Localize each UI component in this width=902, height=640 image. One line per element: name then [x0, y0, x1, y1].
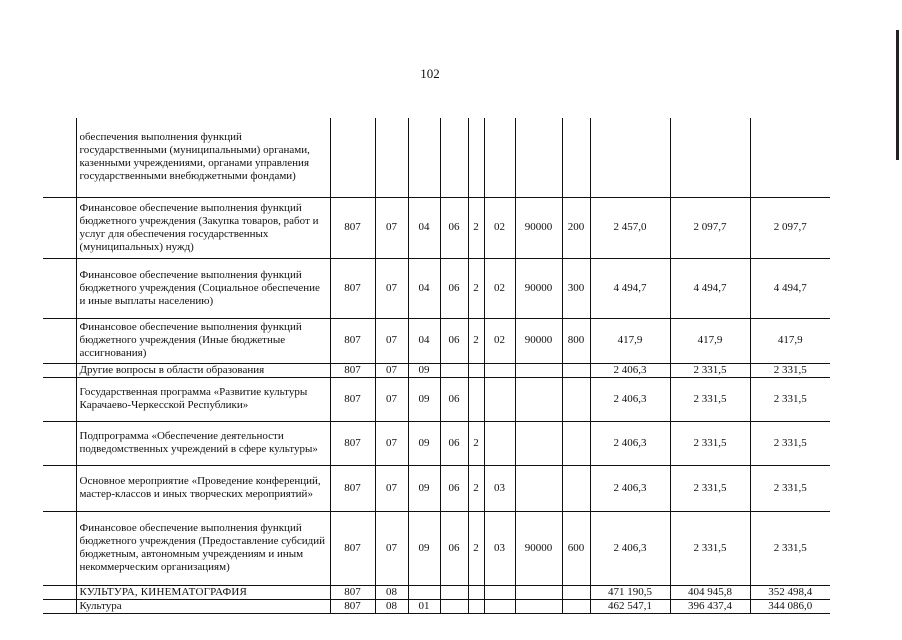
- row-name: Культура: [76, 599, 330, 613]
- subsection-code: [408, 118, 440, 197]
- amount-year-1: 2 406,3: [590, 421, 670, 465]
- row-margin-cell: [43, 421, 76, 465]
- subsection-code: 04: [408, 197, 440, 258]
- expense-type-code: 200: [562, 197, 590, 258]
- row-margin-cell: [43, 197, 76, 258]
- subsection-code: 04: [408, 318, 440, 363]
- table-row: [43, 511, 830, 585]
- table-row: [43, 318, 830, 363]
- admin-code: 807: [330, 197, 375, 258]
- amount-year-3: 344 086,0: [750, 599, 830, 613]
- section-code: 07: [375, 511, 408, 585]
- amount-year-3: [750, 118, 830, 197]
- program-code: 06: [440, 318, 468, 363]
- amount-year-3: 2 331,5: [750, 511, 830, 585]
- row-name: Государственная программа «Развитие культуры Карачаево-Черкесской Республики»: [76, 377, 330, 421]
- amount-year-2: 2 331,5: [670, 363, 750, 377]
- amount-year-1: 471 190,5: [590, 585, 670, 599]
- direction-code: [515, 363, 562, 377]
- direction-code: [515, 377, 562, 421]
- admin-code: 807: [330, 258, 375, 318]
- page-edge-mark: [896, 30, 899, 160]
- amount-year-2: 2 097,7: [670, 197, 750, 258]
- subprogram-code: 2: [468, 421, 484, 465]
- expense-type-code: [562, 421, 590, 465]
- amount-year-2: 4 494,7: [670, 258, 750, 318]
- amount-year-1: 2 457,0: [590, 197, 670, 258]
- admin-code: 807: [330, 318, 375, 363]
- program-code: [440, 585, 468, 599]
- admin-code: 807: [330, 465, 375, 511]
- amount-year-2: 2 331,5: [670, 465, 750, 511]
- table-row: [43, 377, 830, 421]
- amount-year-2: 2 331,5: [670, 377, 750, 421]
- expense-type-code: [562, 585, 590, 599]
- row-name: КУЛЬТУРА, КИНЕМАТОГРАФИЯ: [76, 585, 330, 599]
- amount-year-3: 352 498,4: [750, 585, 830, 599]
- row-margin-cell: [43, 258, 76, 318]
- event-code: 03: [484, 511, 515, 585]
- row-name: Финансовое обеспечение выполнения функций бюджетного учреждения (Социальное обеспечение и иные выплаты населению): [76, 258, 330, 318]
- page-number: 102: [420, 66, 440, 81]
- direction-code: 90000: [515, 258, 562, 318]
- subprogram-code: [468, 377, 484, 421]
- event-code: 03: [484, 465, 515, 511]
- direction-code: 90000: [515, 511, 562, 585]
- admin-code: 807: [330, 585, 375, 599]
- admin-code: 807: [330, 599, 375, 613]
- row-name: Другие вопросы в области образования: [76, 363, 330, 377]
- section-code: 07: [375, 421, 408, 465]
- amount-year-2: [670, 118, 750, 197]
- budget-table: [43, 118, 830, 614]
- admin-code: [330, 118, 375, 197]
- section-code: [375, 118, 408, 197]
- event-code: 02: [484, 318, 515, 363]
- expense-type-code: [562, 599, 590, 613]
- event-code: [484, 421, 515, 465]
- subprogram-code: 2: [468, 465, 484, 511]
- section-code: 07: [375, 197, 408, 258]
- row-margin-cell: [43, 599, 76, 613]
- direction-code: [515, 118, 562, 197]
- subsection-code: 09: [408, 363, 440, 377]
- row-name: Финансовое обеспечение выполнения функций бюджетного учреждения (Иные бюджетные ассигнования): [76, 318, 330, 363]
- amount-year-1: 462 547,1: [590, 599, 670, 613]
- amount-year-1: 2 406,3: [590, 511, 670, 585]
- table-row: [43, 421, 830, 465]
- section-code: 07: [375, 363, 408, 377]
- row-margin-cell: [43, 465, 76, 511]
- table-row: [43, 585, 830, 599]
- amount-year-2: 2 331,5: [670, 511, 750, 585]
- direction-code: [515, 599, 562, 613]
- direction-code: [515, 585, 562, 599]
- section-code: 07: [375, 377, 408, 421]
- amount-year-1: 4 494,7: [590, 258, 670, 318]
- subsection-code: [408, 585, 440, 599]
- admin-code: 807: [330, 511, 375, 585]
- event-code: [484, 363, 515, 377]
- program-code: [440, 118, 468, 197]
- program-code: 06: [440, 465, 468, 511]
- row-margin-cell: [43, 318, 76, 363]
- table-row: [43, 118, 830, 197]
- amount-year-3: 2 331,5: [750, 377, 830, 421]
- row-name: Основное мероприятие «Проведение конференций, мастер-классов и иных творческих мероприятий»: [76, 465, 330, 511]
- subprogram-code: [468, 599, 484, 613]
- section-code: 07: [375, 465, 408, 511]
- expense-type-code: 600: [562, 511, 590, 585]
- amount-year-3: 2 331,5: [750, 421, 830, 465]
- event-code: [484, 585, 515, 599]
- table-row: [43, 197, 830, 258]
- row-name: Подпрограмма «Обеспечение деятельности подведомственных учреждений в сфере культуры»: [76, 421, 330, 465]
- program-code: 06: [440, 421, 468, 465]
- event-code: 02: [484, 258, 515, 318]
- table-row: [43, 363, 830, 377]
- subprogram-code: 2: [468, 511, 484, 585]
- program-code: 06: [440, 377, 468, 421]
- program-code: [440, 599, 468, 613]
- expense-type-code: [562, 377, 590, 421]
- subsection-code: 04: [408, 258, 440, 318]
- subsection-code: 09: [408, 465, 440, 511]
- expense-type-code: [562, 118, 590, 197]
- row-name: обеспечения выполнения функций государственными (муниципальными) органами, казенными учреждениями, органами управления государственными внебюджетными фондами): [76, 118, 330, 197]
- amount-year-1: 2 406,3: [590, 377, 670, 421]
- amount-year-3: 417,9: [750, 318, 830, 363]
- row-margin-cell: [43, 118, 76, 197]
- event-code: [484, 118, 515, 197]
- subprogram-code: [468, 363, 484, 377]
- amount-year-1: 417,9: [590, 318, 670, 363]
- row-margin-cell: [43, 585, 76, 599]
- amount-year-3: 2 331,5: [750, 363, 830, 377]
- row-name: Финансовое обеспечение выполнения функций бюджетного учреждения (Закупка товаров, работ и услуг для обеспечения государственных (муниципальных) нужд): [76, 197, 330, 258]
- amount-year-2: 396 437,4: [670, 599, 750, 613]
- program-code: 06: [440, 197, 468, 258]
- amount-year-1: 2 406,3: [590, 465, 670, 511]
- amount-year-2: 404 945,8: [670, 585, 750, 599]
- expense-type-code: [562, 465, 590, 511]
- amount-year-2: 417,9: [670, 318, 750, 363]
- row-name: Финансовое обеспечение выполнения функций бюджетного учреждения (Предоставление субсидий бюджетным, автономным учреждениям и иным некоммерческим организациям): [76, 511, 330, 585]
- direction-code: [515, 421, 562, 465]
- admin-code: 807: [330, 363, 375, 377]
- row-margin-cell: [43, 377, 76, 421]
- direction-code: [515, 465, 562, 511]
- subprogram-code: 2: [468, 197, 484, 258]
- section-code: 07: [375, 258, 408, 318]
- table-row: [43, 465, 830, 511]
- amount-year-3: 2 097,7: [750, 197, 830, 258]
- subsection-code: 09: [408, 421, 440, 465]
- program-code: 06: [440, 258, 468, 318]
- direction-code: 90000: [515, 318, 562, 363]
- expense-type-code: 300: [562, 258, 590, 318]
- section-code: 07: [375, 318, 408, 363]
- section-code: 08: [375, 585, 408, 599]
- row-margin-cell: [43, 363, 76, 377]
- amount-year-1: [590, 118, 670, 197]
- subprogram-code: 2: [468, 258, 484, 318]
- subprogram-code: 2: [468, 318, 484, 363]
- program-code: 06: [440, 511, 468, 585]
- table-row: [43, 258, 830, 318]
- program-code: [440, 363, 468, 377]
- event-code: [484, 377, 515, 421]
- expense-type-code: 800: [562, 318, 590, 363]
- subprogram-code: [468, 585, 484, 599]
- event-code: [484, 599, 515, 613]
- subsection-code: 01: [408, 599, 440, 613]
- direction-code: 90000: [515, 197, 562, 258]
- row-margin-cell: [43, 511, 76, 585]
- table-row: [43, 599, 830, 613]
- amount-year-3: 2 331,5: [750, 465, 830, 511]
- subsection-code: 09: [408, 377, 440, 421]
- amount-year-2: 2 331,5: [670, 421, 750, 465]
- admin-code: 807: [330, 377, 375, 421]
- amount-year-3: 4 494,7: [750, 258, 830, 318]
- expense-type-code: [562, 363, 590, 377]
- section-code: 08: [375, 599, 408, 613]
- amount-year-1: 2 406,3: [590, 363, 670, 377]
- subsection-code: 09: [408, 511, 440, 585]
- subprogram-code: [468, 118, 484, 197]
- admin-code: 807: [330, 421, 375, 465]
- event-code: 02: [484, 197, 515, 258]
